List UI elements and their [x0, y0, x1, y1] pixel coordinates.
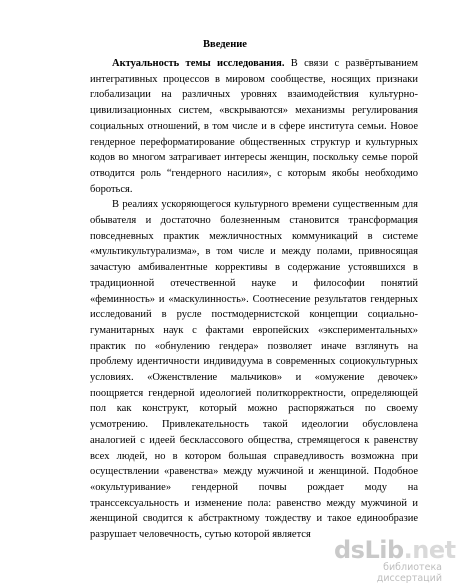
- watermark-subtitle: библиотека диссертаций: [376, 562, 442, 584]
- paragraph-realities: В реалиях ускоряющегося культурного времени существенным для обывателя и достаточно болезненным становится трансформация повседневных практик межличностных коммуникаций в системе «мультикультурализма», в том числе и между полами, привносящая зачастую амбивалентные коррективы в содержание устоявшихся в традиционной отечественной науке и философии понятий «феминность» и «маскулинность». Соотнесение результатов гендерных исследований в русле постмодернистской концепции социально-гуманитарных наук с фактами европейских «экспериментальных» практик по «обнулению гендера» позволяет иначе взглянуть на проблему идентичности индивидуума в современных социокультурных условиях. «Оженствление мальчиков» и «омужение девочек» поощряется гендерной идеологией политкорректности, определяющей пол как конструкт, который можно распоряжаться по своему усмотрению. Привлекательность такой идеологии обусловлена аналогией с идеей бесклассового общества, стремящегося к равенству всех людей, но в котором большая справедливость возможна при осуществлении «равенства» между мужчиной и женщиной. Подобное «окультуривание» гендерной почвы рождает моду на транссексуальность и изменение пола: равенство между мужчиной и женщиной сводится к абстрактному тождеству и такое единообразие разрушает человечность, сутью которой является: [90, 199, 418, 541]
- paragraph-lead: Актуальность темы исследования.: [112, 58, 285, 69]
- watermark-logo: [334, 536, 456, 564]
- dslib-watermark: [334, 536, 456, 584]
- watermark-logo-tld: .net: [403, 536, 456, 564]
- document-heading: Введение: [203, 39, 247, 50]
- watermark-logo-main: dsLib: [334, 536, 404, 564]
- paragraph-text: В связи с развёртыванием интегративных процессов в мировом сообществе, носящих признаки глобализации на различных уровнях взаимодействия культурно-цивилизационных систем, «вскрываются» механизмы регулирования социальных отношений, в том числе и в сфере института семьи. Новое гендерное переформатирование общественных структур и культурных кодов во многом затрагивает интересы женщин, поскольку семье порой отводится роль “гендерного насилия», с которым якобы необходимо бороться.: [90, 58, 418, 195]
- paragraph-relevance: [90, 56, 418, 197]
- document-body: [90, 56, 418, 543]
